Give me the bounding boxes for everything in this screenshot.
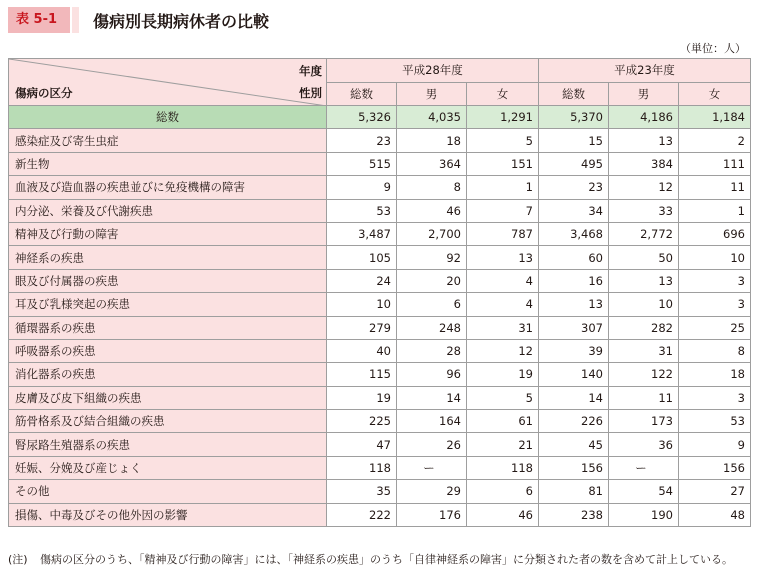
column-header: 女: [679, 82, 751, 106]
table-cell: 307: [539, 316, 609, 339]
row-category-label: その他: [9, 480, 327, 503]
row-category-label: 消化器系の疾患: [9, 363, 327, 386]
footnote: [8, 553, 750, 566]
table-cell: 31: [467, 316, 539, 339]
table-cell: 34: [539, 199, 609, 222]
table-cell: 13: [609, 129, 679, 152]
table-cell: 33: [609, 199, 679, 222]
table-cell: 364: [397, 152, 467, 175]
table-cell: 14: [397, 386, 467, 409]
table-cell: 53: [327, 199, 397, 222]
table-cell: 16: [539, 269, 609, 292]
column-header: 総数: [327, 82, 397, 106]
table-cell: 279: [327, 316, 397, 339]
table-cell: 40: [327, 339, 397, 362]
table-cell: 176: [397, 503, 467, 526]
row-category-label: 循環器系の疾患: [9, 316, 327, 339]
table-cell: 18: [397, 129, 467, 152]
table-cell: 384: [609, 152, 679, 175]
table-cell: 5: [467, 129, 539, 152]
table-cell: 282: [609, 316, 679, 339]
table-cell: 8: [397, 176, 467, 199]
table-cell: 3: [679, 269, 751, 292]
table-cell: 495: [539, 152, 609, 175]
total-cell: 5,326: [327, 106, 397, 129]
disease-comparison-table: [8, 58, 751, 527]
table-title: 傷病別長期病休者の比較: [93, 11, 270, 31]
row-category-label: 新生物: [9, 152, 327, 175]
column-header: 女: [467, 82, 539, 106]
corner-sex-label: 性別: [299, 86, 322, 100]
table-cell: 3,468: [539, 222, 609, 245]
row-category-label: 血液及び造血器の疾患並びに免疫機構の障害: [9, 176, 327, 199]
row-category-label: 感染症及び寄生虫症: [9, 129, 327, 152]
table-row: [9, 269, 751, 292]
total-cell: 4,035: [397, 106, 467, 129]
table-cell: 10: [327, 293, 397, 316]
table-row: [9, 363, 751, 386]
table-row: [9, 410, 751, 433]
table-cell: 46: [397, 199, 467, 222]
row-category-label: 腎尿路生殖器系の疾患: [9, 433, 327, 456]
table-cell: 6: [397, 293, 467, 316]
table-cell: 111: [679, 152, 751, 175]
table-cell: 4: [467, 293, 539, 316]
table-cell: 13: [609, 269, 679, 292]
corner-header: [9, 59, 327, 106]
table-cell: 28: [397, 339, 467, 362]
year-header-h23: 平成23年度: [539, 59, 751, 83]
table-cell: 105: [327, 246, 397, 269]
table-cell: 53: [679, 410, 751, 433]
table-row: [9, 316, 751, 339]
table-cell: 3,487: [327, 222, 397, 245]
table-cell: 11: [609, 386, 679, 409]
table-cell: 118: [467, 456, 539, 479]
table-cell: 1: [679, 199, 751, 222]
table-row: [9, 503, 751, 526]
table-cell: 46: [467, 503, 539, 526]
table-cell: 696: [679, 222, 751, 245]
row-category-label: 神経系の疾患: [9, 246, 327, 269]
table-row: [9, 152, 751, 175]
row-category-label: 眼及び付属器の疾患: [9, 269, 327, 292]
table-cell: 10: [679, 246, 751, 269]
table-cell: 248: [397, 316, 467, 339]
table-row: [9, 456, 751, 479]
table-cell: 515: [327, 152, 397, 175]
table-row: [9, 176, 751, 199]
table-cell: 18: [679, 363, 751, 386]
total-label: 総数: [9, 106, 327, 129]
table-row: [9, 246, 751, 269]
table-cell: 226: [539, 410, 609, 433]
table-cell: 122: [609, 363, 679, 386]
table-cell: 19: [467, 363, 539, 386]
table-cell: 25: [679, 316, 751, 339]
table-cell: 11: [679, 176, 751, 199]
row-category-label: 精神及び行動の障害: [9, 222, 327, 245]
total-cell: 1,184: [679, 106, 751, 129]
table-row: [9, 293, 751, 316]
table-cell: 151: [467, 152, 539, 175]
table-cell: 2: [679, 129, 751, 152]
row-category-label: 耳及び乳様突起の疾患: [9, 293, 327, 316]
column-header: 男: [397, 82, 467, 106]
table-cell: 19: [327, 386, 397, 409]
table-row: [9, 199, 751, 222]
table-cell: 50: [609, 246, 679, 269]
table-cell: 81: [539, 480, 609, 503]
table-cell: 36: [609, 433, 679, 456]
row-category-label: 呼吸器系の疾患: [9, 339, 327, 362]
table-cell: 54: [609, 480, 679, 503]
row-category-label: 内分泌、栄養及び代謝疾患: [9, 199, 327, 222]
table-row: [9, 222, 751, 245]
column-header: 男: [609, 82, 679, 106]
table-cell: 61: [467, 410, 539, 433]
table-cell: 27: [679, 480, 751, 503]
table-cell: 23: [539, 176, 609, 199]
table-cell: 5: [467, 386, 539, 409]
table-cell: 164: [397, 410, 467, 433]
table-cell: 222: [327, 503, 397, 526]
table-row: [9, 339, 751, 362]
table-cell: 12: [609, 176, 679, 199]
table-cell: 13: [539, 293, 609, 316]
table-row: [9, 480, 751, 503]
row-category-label: 妊娠、分娩及び産じょく: [9, 456, 327, 479]
table-cell: 6: [467, 480, 539, 503]
table-cell: 13: [467, 246, 539, 269]
table-cell: 156: [539, 456, 609, 479]
table-number-badge: 表 5-1: [8, 7, 73, 33]
table-cell: 9: [679, 433, 751, 456]
table-cell: 96: [397, 363, 467, 386]
total-cell: 1,291: [467, 106, 539, 129]
table-cell: 35: [327, 480, 397, 503]
table-cell: 225: [327, 410, 397, 433]
table-cell: 21: [467, 433, 539, 456]
corner-year-label: 年度: [299, 64, 322, 78]
table-cell: 47: [327, 433, 397, 456]
table-cell: 3: [679, 386, 751, 409]
table-cell: 190: [609, 503, 679, 526]
table-cell: 10: [609, 293, 679, 316]
table-cell: 24: [327, 269, 397, 292]
year-header-h28: 平成28年度: [327, 59, 539, 83]
table-cell: ー: [609, 456, 679, 479]
footnote-mark: (注): [8, 553, 28, 566]
table-cell: 3: [679, 293, 751, 316]
row-category-label: 皮膚及び皮下組織の疾患: [9, 386, 327, 409]
table-row: [9, 386, 751, 409]
table-cell: 92: [397, 246, 467, 269]
total-cell: 4,186: [609, 106, 679, 129]
corner-category-label: 傷病の区分: [15, 86, 73, 100]
table-cell: 29: [397, 480, 467, 503]
column-header: 総数: [539, 82, 609, 106]
table-cell: 48: [679, 503, 751, 526]
table-cell: 9: [327, 176, 397, 199]
table-cell: 1: [467, 176, 539, 199]
footnote-text: 傷病の区分のうち、「精神及び行動の障害」には、「神経系の疾患」のうち「自律神経系の障害」に分類された者の数を含めて計上している。: [40, 553, 733, 566]
table-cell: 4: [467, 269, 539, 292]
table-cell: 15: [539, 129, 609, 152]
table-cell: 12: [467, 339, 539, 362]
table-cell: 7: [467, 199, 539, 222]
row-category-label: 筋骨格系及び結合組織の疾患: [9, 410, 327, 433]
total-cell: 5,370: [539, 106, 609, 129]
table-cell: 8: [679, 339, 751, 362]
row-category-label: 損傷、中毒及びその他外因の影響: [9, 503, 327, 526]
table-cell: ー: [397, 456, 467, 479]
table-cell: 45: [539, 433, 609, 456]
table-cell: 115: [327, 363, 397, 386]
table-cell: 140: [539, 363, 609, 386]
table-cell: 238: [539, 503, 609, 526]
table-cell: 26: [397, 433, 467, 456]
table-cell: 787: [467, 222, 539, 245]
table-cell: 173: [609, 410, 679, 433]
total-row: [9, 106, 751, 129]
table-cell: 31: [609, 339, 679, 362]
title-row: [8, 6, 269, 34]
table-row: [9, 129, 751, 152]
table-cell: 14: [539, 386, 609, 409]
table-cell: 20: [397, 269, 467, 292]
unit-label: （単位：人）: [680, 42, 746, 55]
table-cell: 39: [539, 339, 609, 362]
table-row: [9, 433, 751, 456]
table-cell: 23: [327, 129, 397, 152]
table-cell: 60: [539, 246, 609, 269]
table-cell: 118: [327, 456, 397, 479]
table-cell: 2,700: [397, 222, 467, 245]
table-cell: 2,772: [609, 222, 679, 245]
table-cell: 156: [679, 456, 751, 479]
